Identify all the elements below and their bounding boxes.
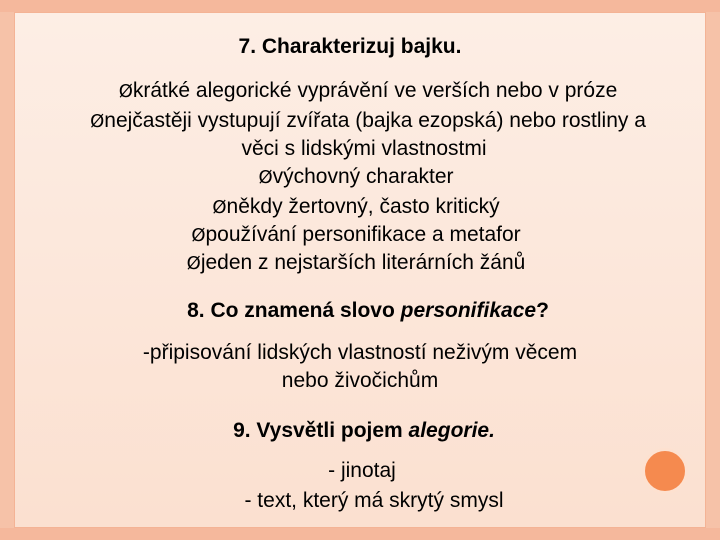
heading-question-8-term: personifikace xyxy=(400,299,537,322)
heading-question-9 xyxy=(4,418,720,444)
arrow-bullet-icon: Ø xyxy=(212,197,227,218)
decorative-circle xyxy=(642,448,688,494)
bullet-text: používání personifikace a metafor xyxy=(205,223,521,246)
bullet-text: věci s lidskými vlastnostmi xyxy=(241,137,487,160)
answer-9-line-2 xyxy=(14,488,720,514)
arrow-bullet-icon: Ø xyxy=(118,81,133,102)
bullet-item-3 xyxy=(0,164,716,191)
bullet-item-2-continuation xyxy=(4,136,720,162)
bullet-text: nejčastěji vystupují zvířata (bajka ezopská) nebo rostliny a xyxy=(104,109,646,132)
bullet-text: jeden z nejstarších literárních žánů xyxy=(200,251,526,274)
heading-question-8 xyxy=(8,298,720,324)
arrow-bullet-icon: Ø xyxy=(90,111,105,132)
answer-9-text: - text, který má skrytý smysl xyxy=(244,489,504,512)
top-band xyxy=(0,0,720,12)
answer-8-line-2 xyxy=(0,368,720,394)
heading-question-7-text: 7. Charakterizuj bajku. xyxy=(238,35,462,58)
answer-8-text: nebo živočichům xyxy=(281,369,439,392)
answer-8-line-1 xyxy=(0,340,720,366)
arrow-bullet-icon: Ø xyxy=(258,167,273,188)
arrow-bullet-icon: Ø xyxy=(186,253,201,274)
heading-question-9-prefix: 9. Vysvětli pojem xyxy=(233,419,409,442)
answer-9-line-1 xyxy=(2,458,720,484)
heading-question-7 xyxy=(0,34,710,60)
bullet-text: krátké alegorické vyprávění ve verších nebo v próze xyxy=(132,79,618,102)
bullet-text: někdy žertovný, často kritický xyxy=(226,195,500,218)
arrow-bullet-icon: Ø xyxy=(191,225,206,246)
bullet-item-2 xyxy=(8,108,720,135)
answer-8-text: -připisování lidských vlastností neživým věcem xyxy=(142,341,578,364)
bullet-item-4 xyxy=(0,194,716,221)
heading-question-8-suffix: ? xyxy=(536,299,549,322)
answer-9-text: - jinotaj xyxy=(328,459,396,482)
heading-question-8-prefix: 8. Co znamená slovo xyxy=(187,299,401,322)
bullet-item-6 xyxy=(0,250,716,277)
bullet-item-5 xyxy=(0,222,716,249)
bullet-text: výchovný charakter xyxy=(272,165,454,188)
bottom-band xyxy=(0,528,720,540)
bullet-item-1 xyxy=(8,78,720,105)
heading-question-9-term: alegorie. xyxy=(408,419,495,442)
